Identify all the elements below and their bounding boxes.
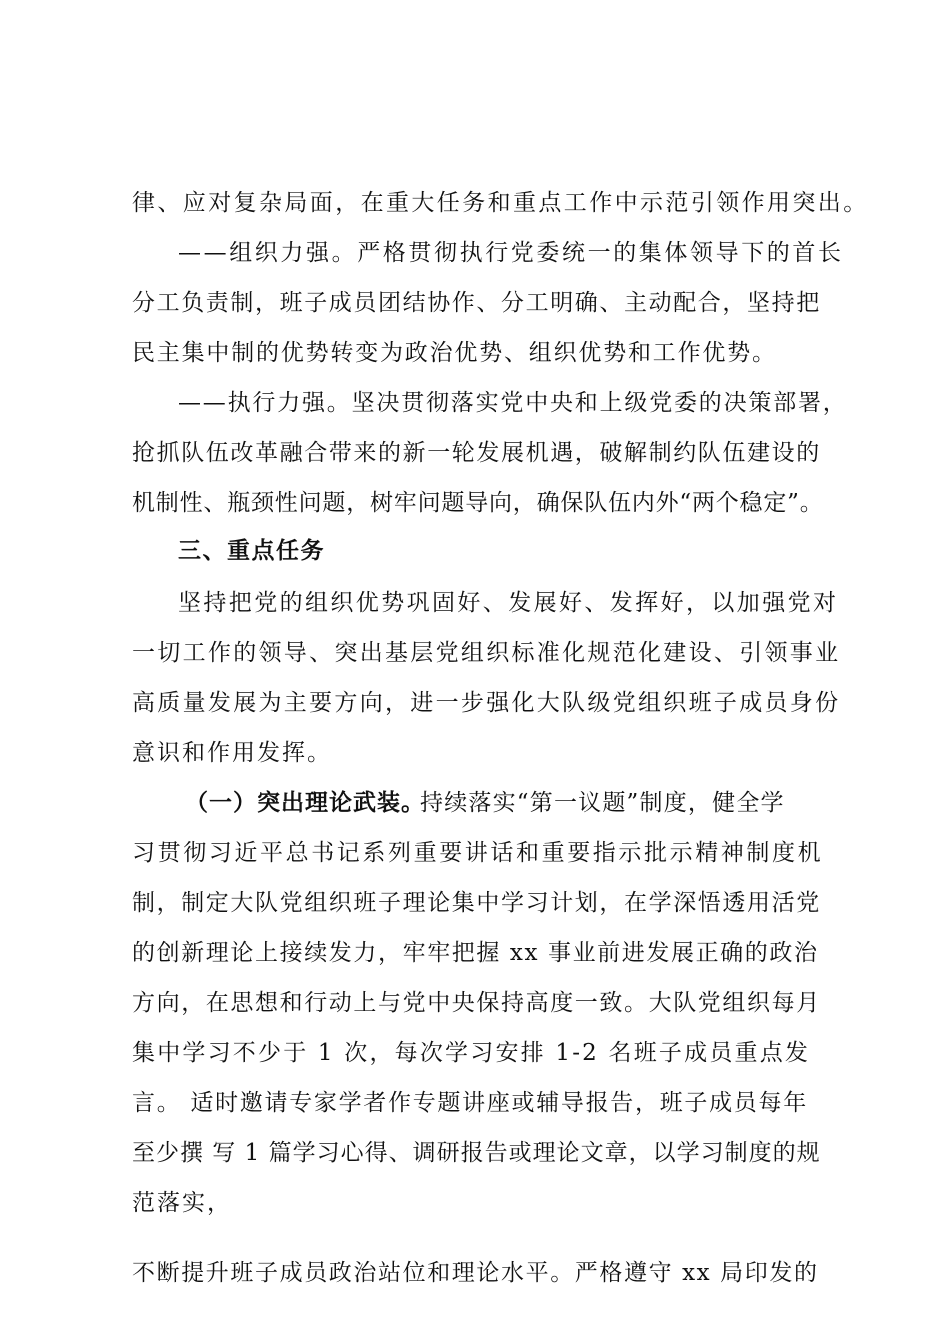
paragraph-line: 至少撰 写 1 篇学习心得、调研报告或理论文章，以学习制度的规 xyxy=(132,1140,821,1166)
paragraph-line: 的创新理论上接续发力，牢牢把握 xx 事业前进发展正确的政治 xyxy=(132,940,819,966)
paragraph-line: 范落实， xyxy=(132,1190,232,1216)
paragraph-line: 习贯彻习近平总书记系列重要讲话和重要指示批示精神制度机 xyxy=(132,840,824,866)
paragraph-line: ——组织力强。严格贯彻执行党委统一的集体领导下的首长 xyxy=(178,240,844,266)
paragraph-line: 言。 适时邀请专家学者作专题讲座或辅导报告，班子成员每年 xyxy=(132,1090,808,1116)
paragraph-line: 民主集中制的优势转变为政治优势、组织优势和工作优势。 xyxy=(132,340,777,366)
paragraph-line: 坚持把党的组织优势巩固好、发展好、发挥好，以加强党对 xyxy=(178,590,839,616)
paragraph-line: 意识和作用发挥。 xyxy=(132,740,332,766)
paragraph-line: 抢抓队伍改革融合带来的新一轮发展机遇，破解制约队伍建设的 xyxy=(132,440,821,466)
paragraph-line: 高质量发展为主要方向，进一步强化大队级党组织班子成员身份 xyxy=(132,690,841,716)
paragraph-line: 分工负责制，班子成员团结协作、分工明确、主动配合，坚持把 xyxy=(132,290,821,316)
paragraph-line: 机制性、瓶颈性问题，树牢问题导向，确保队伍内外“两个稳定”。 xyxy=(132,490,824,516)
paragraph-line: 律、应对复杂局面，在重大任务和重点工作中示范引领作用突出。 xyxy=(132,190,869,216)
paragraph-line: 不断提升班子成员政治站位和理论水平。严格遵守 xx 局印发的 xyxy=(132,1260,819,1286)
paragraph-line: 方向，在思想和行动上与党中央保持高度一致。大队党组织每月 xyxy=(132,990,821,1016)
section-heading: 三、重点任务 xyxy=(178,538,325,564)
subsection-heading: （一）突出理论武装。 xyxy=(185,790,425,816)
paragraph-line: 一切工作的领导、突出基层党组织标准化规范化建设、引领事业 xyxy=(132,640,841,666)
paragraph-line: ——执行力强。坚决贯彻落实党中央和上级党委的决策部署， xyxy=(178,390,848,416)
paragraph-line: 制，制定大队党组织班子理论集中学习计划，在学深悟透用活党 xyxy=(132,890,821,916)
paragraph-line: 集中学习不少于 1 次，每次学习安排 1-2 名班子成员重点发 xyxy=(132,1040,811,1066)
paragraph-line: 持续落实“第一议题”制度，健全学 xyxy=(420,790,785,816)
